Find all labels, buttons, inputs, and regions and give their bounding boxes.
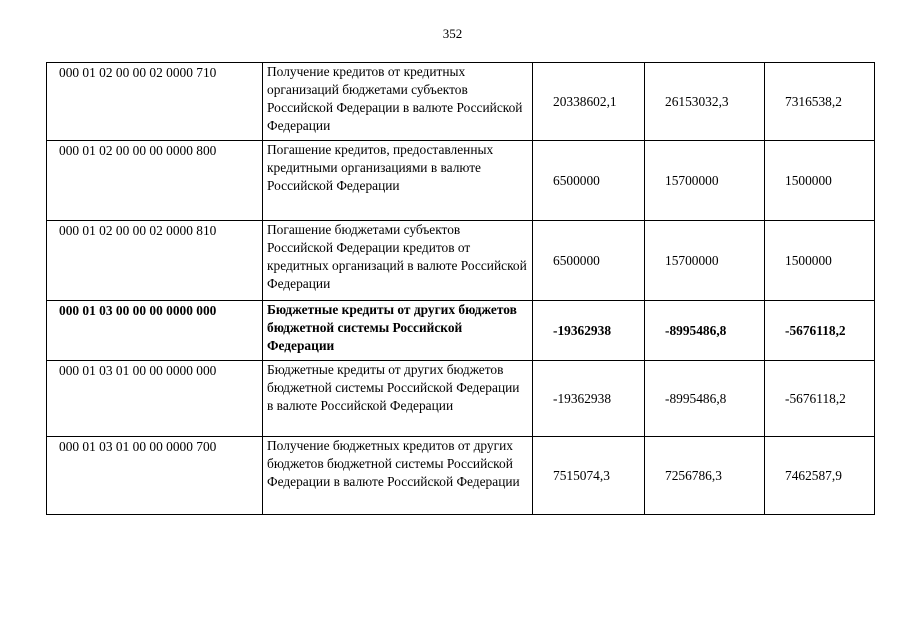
description-cell: Погашение кредитов, предоставленных кредитными организациями в валюте Российской Федерации bbox=[263, 141, 533, 221]
table-row bbox=[47, 221, 875, 301]
budget-code-cell: 000 01 03 00 00 00 0000 000 bbox=[47, 301, 263, 361]
description-cell: Получение кредитов от кредитных организаций бюджетами субъектов Российской Федерации в валюте Российской Федерации bbox=[263, 63, 533, 141]
table-row bbox=[47, 301, 875, 361]
budget-sources-table bbox=[46, 62, 875, 515]
budget-code-cell: 000 01 03 01 00 00 0000 700 bbox=[47, 437, 263, 515]
value-cell-2: -8995486,8 bbox=[645, 301, 765, 361]
table-row bbox=[47, 361, 875, 437]
value-cell-2: 7256786,3 bbox=[645, 437, 765, 515]
value-cell-1: 6500000 bbox=[533, 141, 645, 221]
budget-code-cell: 000 01 03 01 00 00 0000 000 bbox=[47, 361, 263, 437]
value-cell-2: 15700000 bbox=[645, 141, 765, 221]
value-cell-2: -8995486,8 bbox=[645, 361, 765, 437]
description-cell: Бюджетные кредиты от других бюджетов бюджетной системы Российской Федерации в валюте Российской Федерации bbox=[263, 361, 533, 437]
value-cell-1: 6500000 bbox=[533, 221, 645, 301]
value-cell-3: 7316538,2 bbox=[765, 63, 875, 141]
budget-code-cell: 000 01 02 00 00 00 0000 800 bbox=[47, 141, 263, 221]
value-cell-1: -19362938 bbox=[533, 301, 645, 361]
table-row bbox=[47, 63, 875, 141]
value-cell-3: -5676118,2 bbox=[765, 361, 875, 437]
budget-code-cell: 000 01 02 00 00 02 0000 810 bbox=[47, 221, 263, 301]
value-cell-3: 1500000 bbox=[765, 221, 875, 301]
value-cell-3: 7462587,9 bbox=[765, 437, 875, 515]
value-cell-2: 26153032,3 bbox=[645, 63, 765, 141]
description-cell: Погашение бюджетами субъектов Российской Федерации кредитов от кредитных организаций в валюте Российской Федерации bbox=[263, 221, 533, 301]
value-cell-1: 20338602,1 bbox=[533, 63, 645, 141]
table-row bbox=[47, 437, 875, 515]
table-row bbox=[47, 141, 875, 221]
value-cell-3: 1500000 bbox=[765, 141, 875, 221]
budget-code-cell: 000 01 02 00 00 02 0000 710 bbox=[47, 63, 263, 141]
value-cell-1: 7515074,3 bbox=[533, 437, 645, 515]
value-cell-2: 15700000 bbox=[645, 221, 765, 301]
value-cell-1: -19362938 bbox=[533, 361, 645, 437]
description-cell: Бюджетные кредиты от других бюджетов бюджетной системы Российской Федерации bbox=[263, 301, 533, 361]
page-number: 352 bbox=[442, 26, 463, 41]
value-cell-3: -5676118,2 bbox=[765, 301, 875, 361]
description-cell: Получение бюджетных кредитов от других бюджетов бюджетной системы Российской Федерации в валюте Российской Федерации bbox=[263, 437, 533, 515]
